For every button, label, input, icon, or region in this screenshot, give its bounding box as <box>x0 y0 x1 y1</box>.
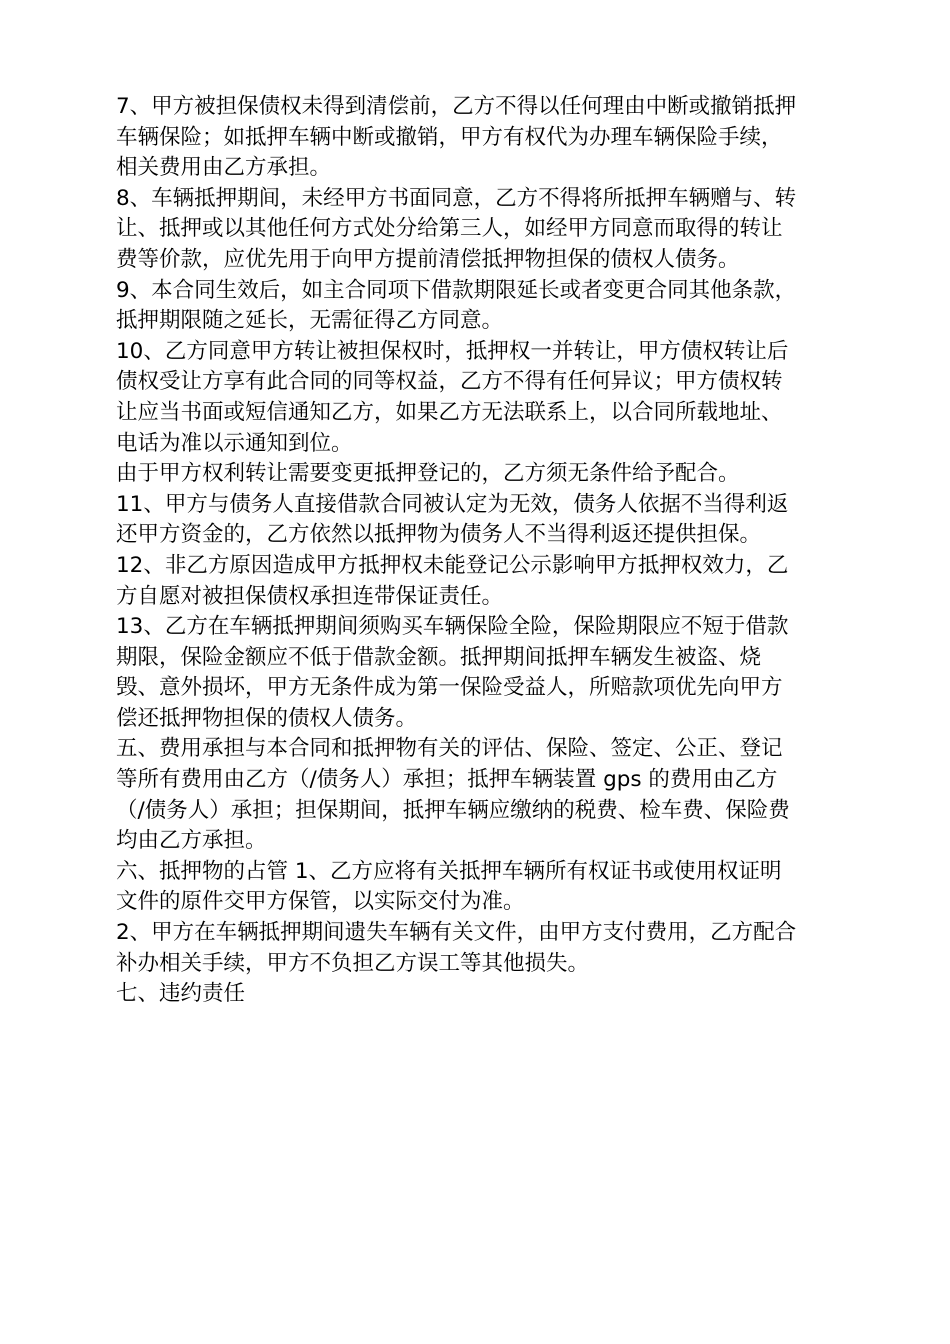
text-line: 13、乙方在车辆抵押期间须购买车辆保险全险，保险期限应不短于借款 <box>116 614 789 640</box>
text-line: 相关费用由乙方承担。 <box>116 155 332 181</box>
text-line: 11、甲方与债务人直接借款合同被认定为无效，债务人依据不当得利返 <box>116 491 789 517</box>
text-line: 还甲方资金的，乙方依然以抵押物为债务人不当得利返还提供担保。 <box>116 522 762 548</box>
text-line: 毁、意外损坏，甲方无条件成为第一保险受益人，所赔款项优先向甲方 <box>116 675 783 701</box>
text-line: 文件的原件交甲方保管，以实际交付为准。 <box>116 889 525 915</box>
text-line: 均由乙方承担。 <box>116 828 267 854</box>
text-line: （/债务人）承担；担保期间，抵押车辆应缴纳的税费、检车费、保险费 <box>116 797 790 823</box>
text-line: 7、甲方被担保债权未得到清偿前，乙方不得以任何理由中断或撤销抵押 <box>116 94 797 119</box>
text-line: 电话为准以示通知到位。 <box>116 430 353 456</box>
text-line: 等所有费用由乙方（/债务人）承担；抵押车辆装置 gps 的费用由乙方 <box>116 767 778 793</box>
text-line: 8、车辆抵押期间，未经甲方书面同意，乙方不得将所抵押车辆赠与、转 <box>116 185 797 211</box>
text-line: 债权受让方享有此合同的同等权益，乙方不得有任何异议；甲方债权转 <box>116 369 783 395</box>
text-line: 抵押期限随之延长，无需征得乙方同意。 <box>116 308 504 334</box>
document-body <box>116 92 856 1010</box>
text-line: 让应当书面或短信通知乙方，如果乙方无法联系上，以合同所载地址、 <box>116 399 783 425</box>
text-line: 10、乙方同意甲方转让被担保权时，抵押权一并转让，甲方债权转让后 <box>116 338 789 364</box>
text-line: 七、违约责任 <box>116 981 246 1007</box>
text-line: 让、抵押或以其他任何方式处分给第三人，如经甲方同意而取得的转让 <box>116 216 783 242</box>
text-line: 由于甲方权利转让需要变更抵押登记的，乙方须无条件给予配合。 <box>116 461 740 487</box>
text-line: 12、非乙方原因造成甲方抵押权未能登记公示影响甲方抵押权效力，乙 <box>116 552 789 578</box>
text-line: 五、费用承担与本合同和抵押物有关的评估、保险、签定、公正、登记 <box>116 736 783 762</box>
text-line: 9、本合同生效后，如主合同项下借款期限延长或者变更合同其他条款， <box>116 277 797 303</box>
text-line: 2、甲方在车辆抵押期间遗失车辆有关文件，由甲方支付费用，乙方配合 <box>116 920 797 946</box>
text-line: 补办相关手续，甲方不负担乙方误工等其他损失。 <box>116 950 590 976</box>
text-line: 方自愿对被担保债权承担连带保证责任。 <box>116 583 504 609</box>
text-line: 车辆保险；如抵押车辆中断或撤销，甲方有权代为办理车辆保险手续， <box>116 124 783 150</box>
text-line: 期限，保险金额应不低于借款金额。抵押期间抵押车辆发生被盗、烧 <box>116 644 762 670</box>
text-line: 偿还抵押物担保的债权人债务。 <box>116 705 418 731</box>
text-line: 六、抵押物的占管 1、乙方应将有关抵押车辆所有权证书或使用权证明 <box>116 858 782 884</box>
text-line: 费等价款，应优先用于向甲方提前清偿抵押物担保的债权人债务。 <box>116 246 740 272</box>
